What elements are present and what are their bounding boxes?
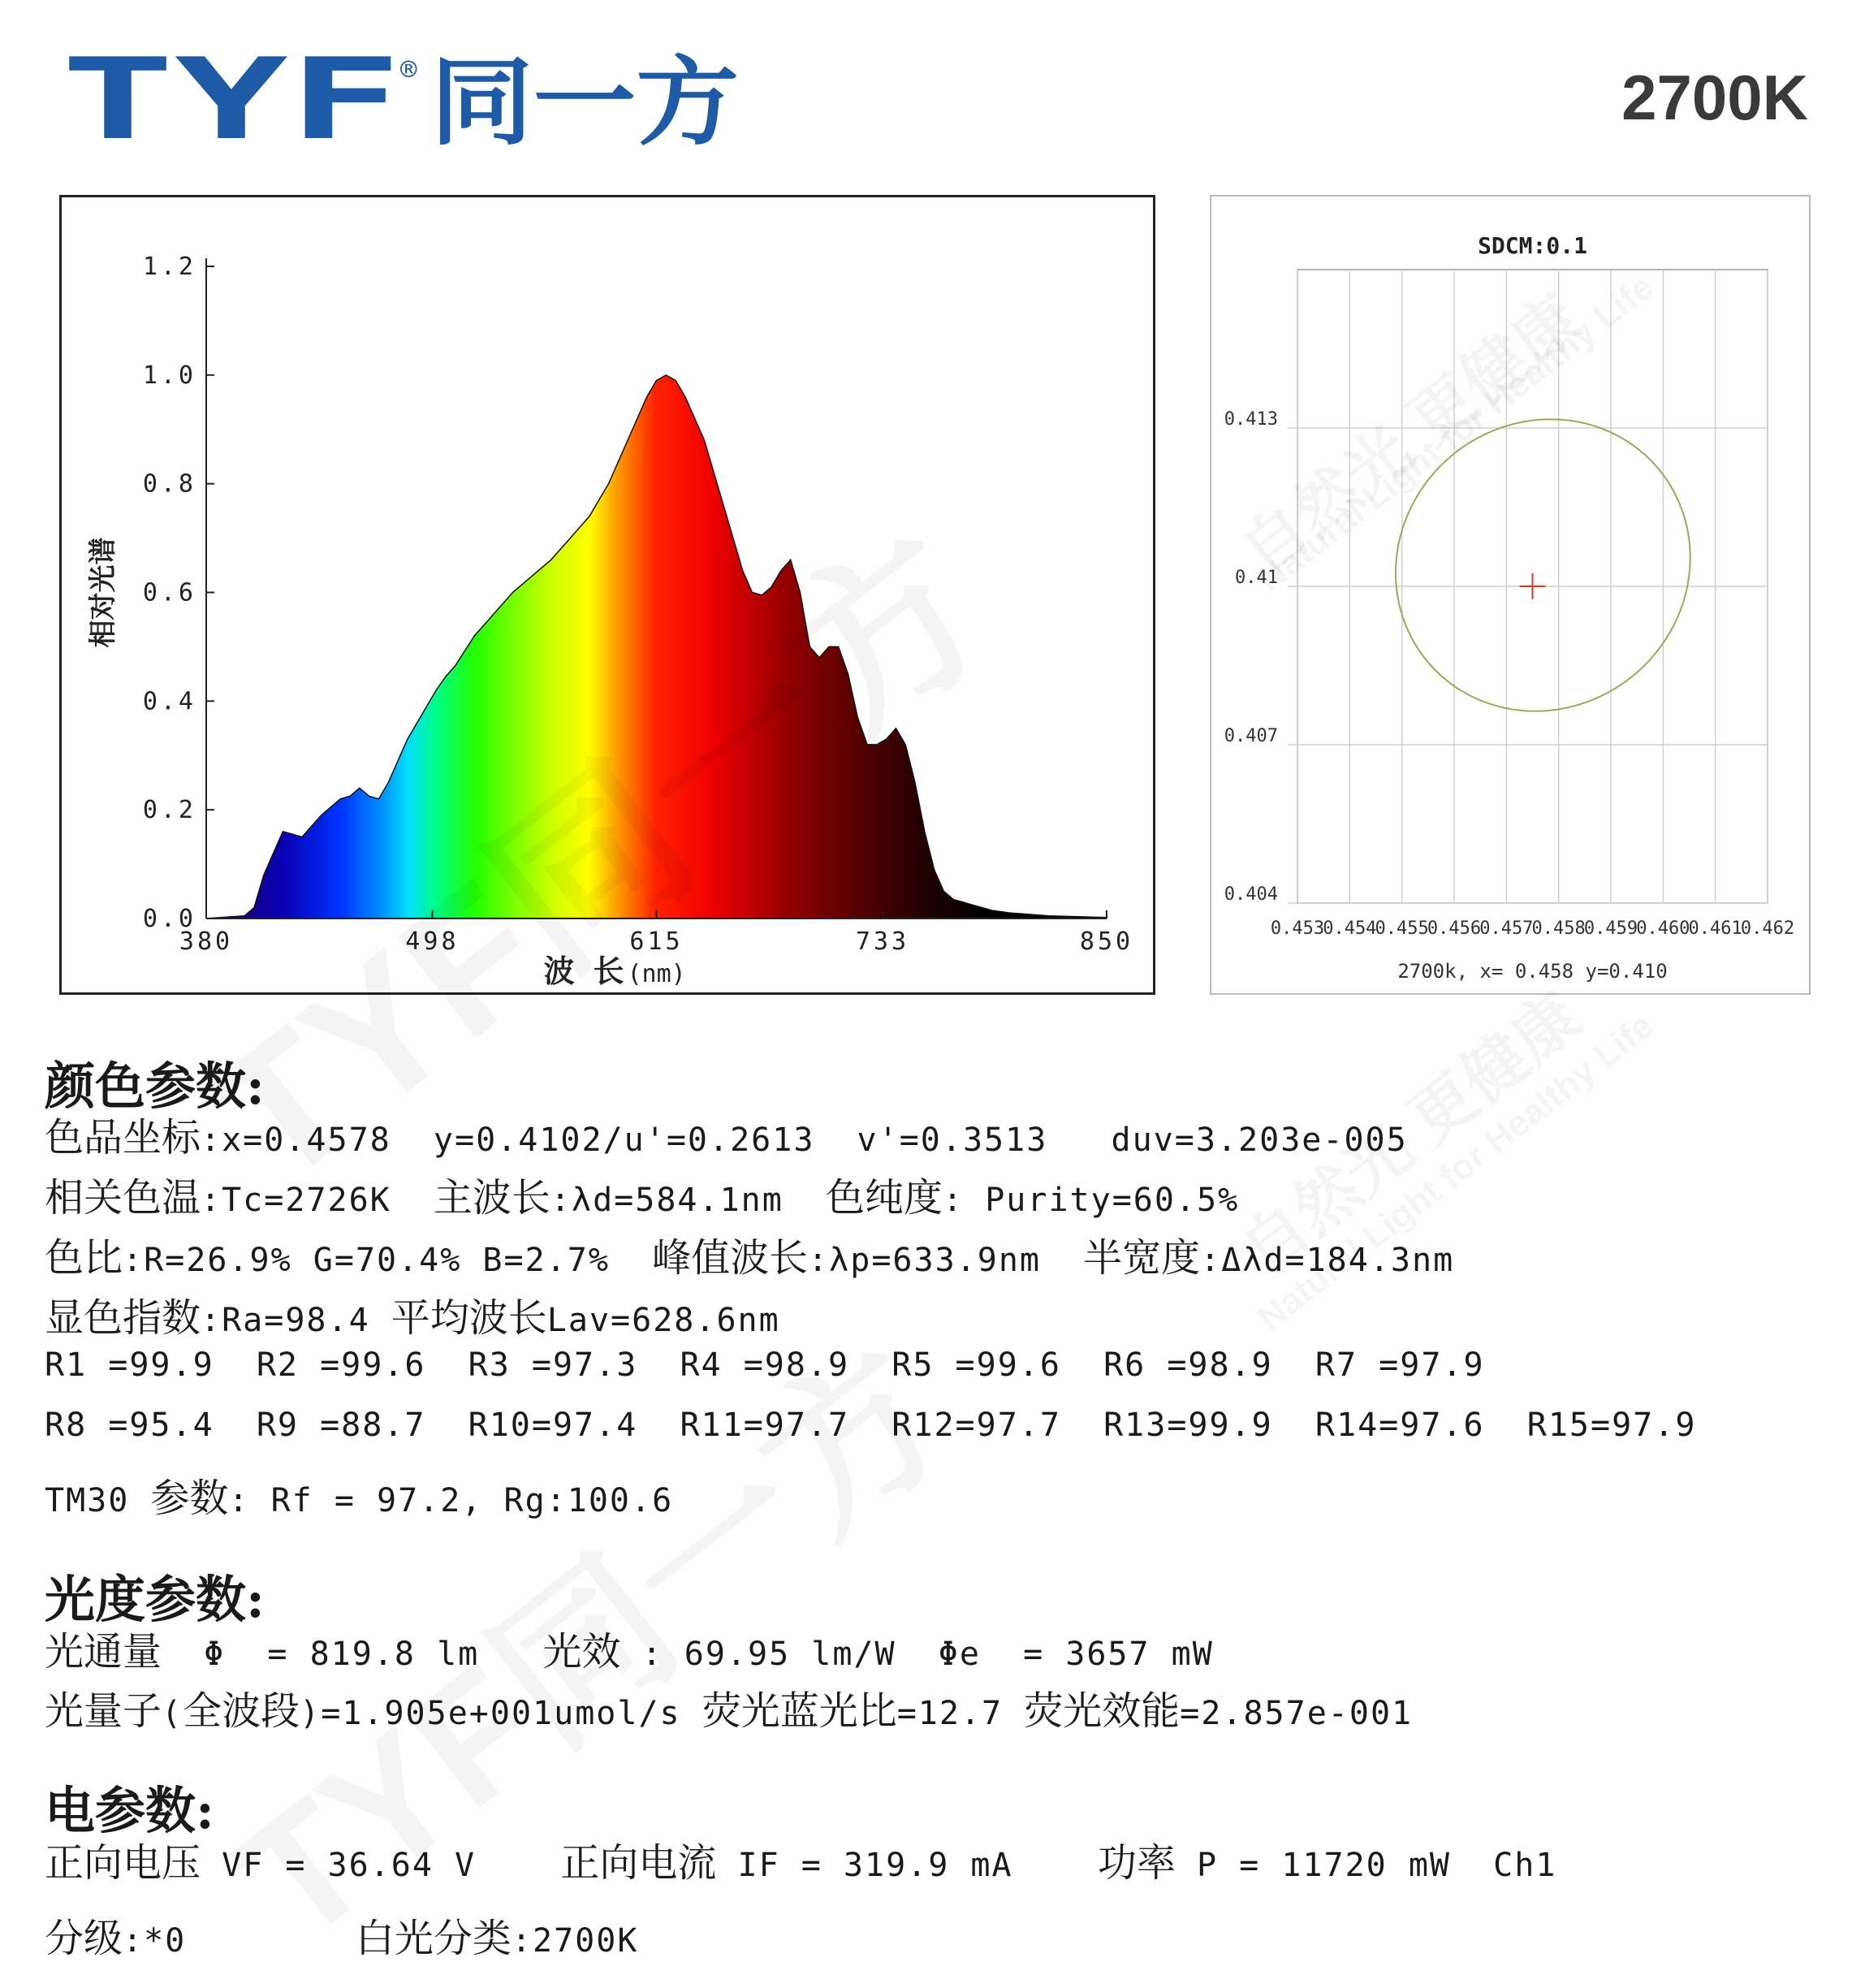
parameter-line	[45, 1226, 1454, 1282]
y-axis-title: 相对光谱	[87, 537, 119, 648]
brand-latin: TYF	[61, 45, 402, 154]
parameter-label: 荧光效能	[1024, 1688, 1181, 1734]
chart-footer: 2700k, x= 0.458 y=0.410	[1397, 960, 1668, 983]
x-tick-label: 0.462	[1740, 918, 1795, 939]
parameter-value: :2700K	[511, 1922, 639, 1960]
y-tick-label: 0.2	[142, 796, 196, 825]
parameter-value: :*0	[123, 1922, 356, 1960]
x-tick-label: 0.459	[1583, 918, 1638, 939]
parameter-line	[45, 1679, 1413, 1735]
parameter-label: 光效	[542, 1629, 621, 1675]
parameter-value: =12.7	[896, 1695, 1025, 1732]
parameter-label: 全波段	[183, 1688, 300, 1734]
y-tick-label: 0.4	[142, 687, 196, 716]
parameter-value: P = 11720 mW Ch1	[1175, 1847, 1557, 1884]
parameter-label: 平均波长	[391, 1295, 547, 1341]
y-tick-label: 0.407	[1224, 726, 1278, 746]
chart-title: SDCM:0.1	[1478, 232, 1587, 259]
brand-logo	[61, 45, 775, 154]
cct-label: 2700K	[1621, 62, 1808, 133]
parameter-value: :Ra=98.4	[201, 1302, 391, 1339]
x-tick-label: 615	[629, 927, 684, 956]
y-tick-label: 0.6	[142, 578, 196, 607]
parameter-value: TM30	[45, 1482, 151, 1519]
parameter-value: Φ = 819.8 lm	[162, 1636, 543, 1673]
spectrum-chart	[62, 197, 1153, 992]
x-tick-label: 0.455	[1375, 918, 1429, 939]
spectrum-chart-panel	[59, 195, 1155, 995]
registered-mark: ®	[400, 54, 417, 86]
parameter-label: 色纯度	[826, 1175, 943, 1221]
y-tick-label: 0.8	[142, 469, 196, 499]
y-tick-label: 1.2	[142, 253, 196, 281]
parameter-label: 半宽度	[1083, 1235, 1201, 1281]
parameter-value: : Purity=60.5%	[943, 1182, 1240, 1219]
parameter-value: :Tc=2726K	[201, 1182, 434, 1219]
x-tick-label: 0.453	[1270, 918, 1325, 939]
y-tick-label: 0.413	[1224, 409, 1278, 430]
x-tick-label: 0.460	[1636, 918, 1690, 939]
parameter-line	[45, 1831, 1556, 1887]
y-tick-label: 1.0	[142, 361, 196, 390]
y-tick-label: 0.404	[1224, 884, 1278, 905]
y-tick-label: 0.0	[142, 905, 196, 933]
parameter-label: 正向电压	[45, 1840, 201, 1886]
parameter-value: )=1.905e+001umol/s	[300, 1695, 702, 1732]
color-section-title: 颜色参数:	[45, 1057, 265, 1116]
electrical-section-title: 电参数:	[45, 1781, 214, 1840]
x-tick-label: 0.454	[1323, 918, 1377, 939]
parameter-label: 主波长	[433, 1175, 550, 1221]
parameter-value: (	[162, 1695, 183, 1732]
watermark-en	[1250, 1005, 1662, 1339]
parameter-label: 显色指数	[45, 1295, 201, 1341]
spectrum-area	[206, 375, 1107, 918]
x-tick-label: 850	[1079, 927, 1134, 956]
sdcm-ellipse	[1336, 359, 1751, 771]
x-tick-label: 0.458	[1531, 918, 1586, 939]
parameter-value: VF = 36.64 V	[201, 1847, 561, 1884]
parameter-value: :Δλd=184.3nm	[1200, 1242, 1455, 1279]
y-tick-label: 0.41	[1235, 568, 1278, 588]
brand-cjk: 同一方	[430, 46, 739, 154]
parameter-label: 色品坐标	[45, 1115, 201, 1160]
chromaticity-chart-panel	[1210, 195, 1811, 995]
x-axis-title: 波 长	[543, 953, 624, 989]
parameter-label: 峰值波长	[652, 1235, 809, 1281]
parameter-value: IF = 319.9 mA	[716, 1847, 1098, 1884]
parameter-label: 正向电流	[560, 1840, 717, 1886]
x-tick-label: 380	[179, 927, 234, 956]
parameter-line	[45, 1620, 1214, 1676]
parameter-value: =2.857e-001	[1180, 1695, 1414, 1732]
parameter-value: : Rf = 97.2, Rg:100.6	[228, 1482, 674, 1519]
parameter-label: 相关色温	[45, 1175, 201, 1221]
parameter-label: 参数	[150, 1476, 229, 1521]
parameter-label: 色比	[45, 1235, 123, 1281]
parameter-value: Lav=628.6nm	[546, 1302, 780, 1339]
chromaticity-chart	[1211, 197, 1809, 993]
parameter-value: :R=26.9% G=70.4% B=2.7%	[123, 1242, 653, 1279]
parameter-label: 荧光蓝光比	[702, 1688, 897, 1734]
parameter-label: 功率	[1097, 1840, 1176, 1886]
parameter-line	[45, 1346, 1485, 1384]
parameter-label: 分级	[45, 1916, 123, 1961]
x-tick-label: 733	[855, 927, 910, 956]
x-tick-label: 0.457	[1479, 918, 1534, 939]
parameter-line	[45, 1907, 638, 1963]
x-tick-label: 0.456	[1427, 918, 1482, 939]
parameter-label: 光通量	[45, 1629, 162, 1675]
parameter-line	[45, 1106, 1408, 1162]
parameter-line	[45, 1286, 780, 1342]
x-tick-label: 498	[405, 927, 460, 956]
parameter-value: :x=0.4578 y=0.4102/u'=0.2613 v'=0.3513 duv=3.203e-005	[201, 1121, 1408, 1159]
parameter-line	[45, 1166, 1239, 1222]
x-tick-label: 0.461	[1688, 918, 1742, 939]
photometric-section-title: 光度参数:	[45, 1570, 265, 1629]
parameter-line	[45, 1467, 673, 1523]
parameter-value: :λd=584.1nm	[550, 1182, 827, 1219]
parameter-label: 光量子	[45, 1688, 162, 1734]
parameter-line	[45, 1407, 1696, 1444]
x-axis-unit: (nm)	[627, 960, 686, 988]
parameter-value: R8 =95.4 R9 =88.7 R10=97.4 R11=97.7 R12=97.7 R13=99.9 R14=97.6 R15=97.9	[45, 1407, 1697, 1444]
parameter-value: R1 =99.9 R2 =99.6 R3 =97.3 R4 =98.9 R5 =99.6 R6 =98.9 R7 =97.9	[45, 1346, 1485, 1384]
parameter-value: :λp=633.9nm	[808, 1242, 1084, 1279]
parameter-value: : 69.95 lm/W Φe = 3657 mW	[620, 1636, 1214, 1673]
parameter-label: 白光分类	[355, 1916, 512, 1961]
